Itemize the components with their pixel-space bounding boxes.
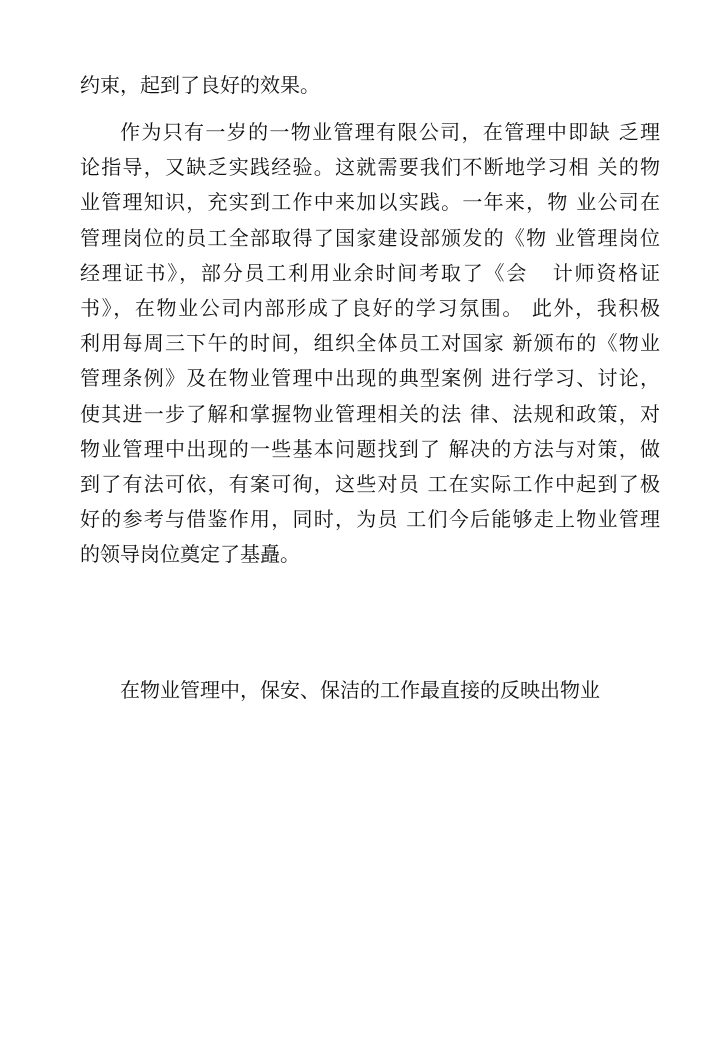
text-line: 好的参考与借鉴作用，同时，为员 工们今后能够走上物业管理 [80,507,660,532]
text-line: 利用每周三下午的时间，组织全体员工对国家 新颁布的《物业 [80,331,660,356]
text-line: 管理条例》及在物业管理中出现的典型案例 进行学习、讨论， [80,366,660,391]
text-line: 到了有法可依，有案可徇，这些对员 工在实际工作中起到了极 [80,471,660,496]
text-line: 业管理知识，充实到工作中来加以实践。一年来，物 业公司在 [80,190,660,215]
text-line: 管理岗位的员工全部取得了国家建设部颁发的《物 业管理岗位 [80,225,660,250]
paragraph-2 [80,115,660,572]
text-line: 书》，在物业公司内部形成了良好的学习氛围。 此外，我积极 [80,295,660,320]
text-line: 的领导岗位奠定了基矗。 [80,542,300,567]
text-line: 作为只有一岁的一物业管理有限公司，在管理中即缺 乏理 [120,120,660,144]
paragraph-1 [80,68,660,103]
text-line: 论指导，又缺乏实践经验。这就需要我们不断地学习相 关的物 [80,155,660,180]
text-line: 使其进一步了解和掌握物业管理相关的法 律、法规和政策，对 [80,401,660,426]
text-line: 经理证书》，部分员工利用业余时间考取了《会 计师资格证 [80,260,660,285]
text-line: 物业管理中出现的一些基本问题找到了 解决的方法与对策，做 [80,436,660,461]
paragraph-3 [80,673,660,708]
text-line: 约束，起到了良好的效果。 [80,73,320,97]
text-line: 在物业管理中，保安、保洁的工作最直接的反映出物业 [120,678,600,702]
